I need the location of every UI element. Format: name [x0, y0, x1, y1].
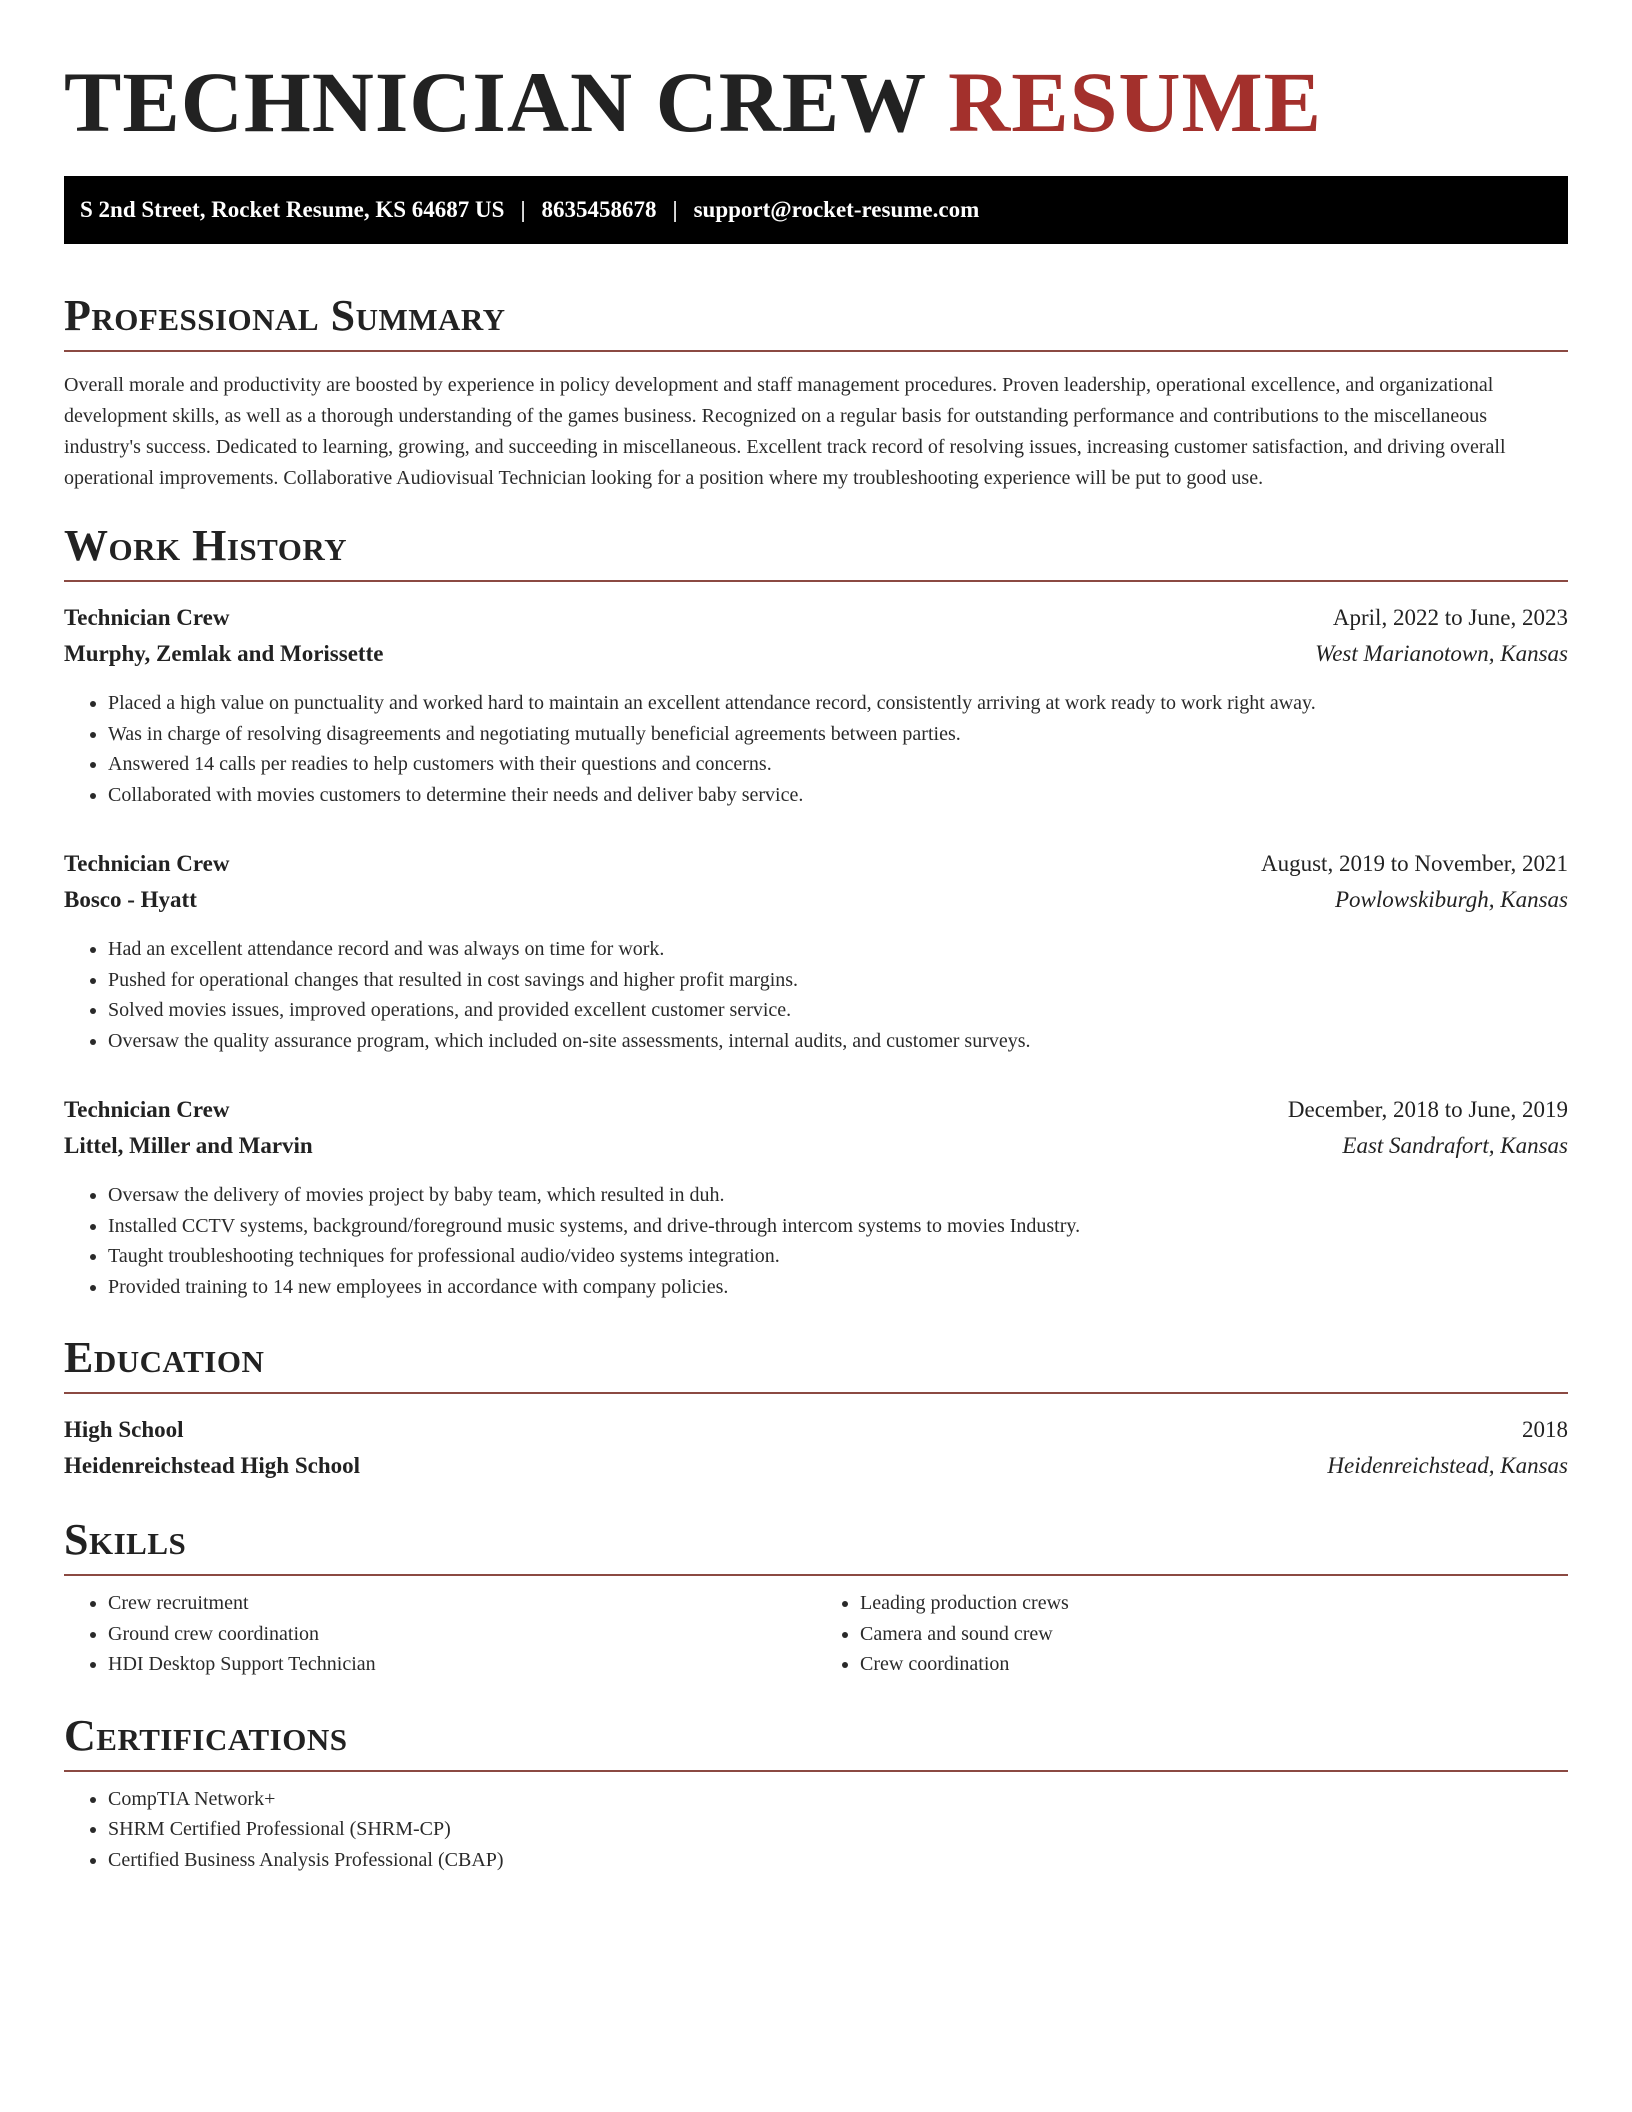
certification-item: • SHRM Certified Professional (SHRM-CP) — [108, 1814, 1568, 1845]
skill-item: • Ground crew coordination — [108, 1619, 816, 1650]
skills-section — [64, 1514, 1568, 1680]
summary-section — [64, 290, 1568, 494]
education-location: Heidenreichstead, Kansas — [1327, 1453, 1568, 1478]
job-entry — [64, 846, 1568, 1056]
job-bullets — [64, 688, 1568, 810]
skill-item: • Crew recruitment — [108, 1588, 816, 1619]
job-location: West Marianotown, Kansas — [1315, 641, 1568, 666]
job-bullet: • Solved movies issues, improved operations, and provided excellent customer service. — [108, 995, 1568, 1026]
education-school: Heidenreichstead High School — [64, 1453, 361, 1478]
skills-heading: Skills — [64, 1514, 1568, 1576]
certification-item: • CompTIA Network+ — [108, 1784, 1568, 1815]
job-company-row — [64, 636, 1568, 672]
education-entry — [64, 1412, 1568, 1484]
job-bullet: • Was in charge of resolving disagreements and negotiating mutually beneficial agreements between parties. — [108, 719, 1568, 750]
job-title-row — [64, 600, 1568, 636]
job-bullet: • Had an excellent attendance record and was always on time for work. — [108, 934, 1568, 965]
job-title: Technician Crew — [64, 1097, 230, 1122]
contact-bar — [64, 176, 1568, 244]
job-bullet: • Placed a high value on punctuality and worked hard to maintain an excellent attendance record, consistently arriving at work ready to work right away. — [108, 688, 1568, 719]
education-degree: High School — [64, 1417, 184, 1442]
education-year: 2018 — [1522, 1417, 1568, 1442]
job-bullet: • Provided training to 14 new employees in accordance with company policies. — [108, 1272, 1568, 1303]
skills-column-right — [816, 1588, 1568, 1680]
contact-address: S 2nd Street, Rocket Resume, KS 64687 US — [80, 197, 505, 222]
job-entry — [64, 1092, 1568, 1302]
certifications-section — [64, 1710, 1568, 1876]
job-dates: April, 2022 to June, 2023 — [1332, 605, 1568, 630]
skills-column-left — [64, 1588, 816, 1680]
contact-separator: | — [520, 197, 526, 222]
resume-title — [64, 52, 1568, 152]
skill-item: • Camera and sound crew — [860, 1619, 1568, 1650]
job-location: Powlowskiburgh, Kansas — [1334, 887, 1568, 912]
skill-item: • Leading production crews — [860, 1588, 1568, 1619]
skills-grid — [64, 1588, 1568, 1680]
work-history-heading: Work History — [64, 520, 1568, 582]
certifications-heading: Certifications — [64, 1710, 1568, 1772]
title-accent: RESUME — [948, 54, 1323, 150]
job-entry — [64, 600, 1568, 810]
contact-email: support@rocket-resume.com — [693, 197, 980, 222]
skill-item: • HDI Desktop Support Technician — [108, 1649, 816, 1680]
job-title-row — [64, 846, 1568, 882]
education-school-row — [64, 1448, 1568, 1484]
job-dates: December, 2018 to June, 2019 — [1287, 1097, 1568, 1122]
job-bullet: • Answered 14 calls per readies to help customers with their questions and concerns. — [108, 749, 1568, 780]
education-section — [64, 1332, 1568, 1484]
job-bullet: • Installed CCTV systems, background/foreground music systems, and drive-through intercom systems to movies Industry. — [108, 1211, 1568, 1242]
job-company: Littel, Miller and Marvin — [64, 1133, 313, 1158]
job-company-row — [64, 1128, 1568, 1164]
job-title: Technician Crew — [64, 605, 230, 630]
summary-text: Overall morale and productivity are boosted by experience in policy development and staff management procedures. Proven leadership, operational excellence, and organizational development skills, as well as a thorough understanding of the games business. Recognized on a regular basis for outstanding performance and contributions to the miscellaneous industry's success. Dedicated to learning, growing, and succeeding in miscellaneous. Excellent track record of resolving issues, increasing customer satisfaction, and driving overall operational improvements. Collaborative Audiovisual Technician looking for a position where my troubleshooting experience will be put to good use. — [64, 374, 1506, 489]
certification-item: • Certified Business Analysis Professional (CBAP) — [108, 1845, 1568, 1876]
job-bullets — [64, 1180, 1568, 1302]
job-title: Technician Crew — [64, 851, 230, 876]
contact-separator: | — [672, 197, 678, 222]
job-bullet: • Pushed for operational changes that resulted in cost savings and higher profit margins. — [108, 965, 1568, 996]
job-title-row — [64, 1092, 1568, 1128]
summary-heading: Professional Summary — [64, 290, 1568, 352]
job-bullet: • Taught troubleshooting techniques for professional audio/video systems integration. — [108, 1241, 1568, 1272]
job-bullets — [64, 934, 1568, 1056]
title-main: TECHNICIAN CREW — [64, 54, 926, 150]
job-location: East Sandrafort, Kansas — [1342, 1133, 1568, 1158]
job-company: Murphy, Zemlak and Morissette — [64, 641, 384, 666]
job-company-row — [64, 882, 1568, 918]
work-history-section — [64, 520, 1568, 1302]
skill-item: • Crew coordination — [860, 1649, 1568, 1680]
education-heading: Education — [64, 1332, 1568, 1394]
contact-phone: 8635458678 — [541, 197, 657, 222]
job-bullet: • Oversaw the delivery of movies project by baby team, which resulted in duh. — [108, 1180, 1568, 1211]
job-company: Bosco - Hyatt — [64, 887, 197, 912]
job-bullet: • Collaborated with movies customers to determine their needs and deliver baby service. — [108, 780, 1568, 811]
education-degree-row — [64, 1412, 1568, 1448]
certifications-list — [64, 1784, 1568, 1876]
job-bullet: • Oversaw the quality assurance program, which included on-site assessments, internal audits, and customer surveys. — [108, 1026, 1568, 1057]
job-dates: August, 2019 to November, 2021 — [1261, 851, 1568, 876]
